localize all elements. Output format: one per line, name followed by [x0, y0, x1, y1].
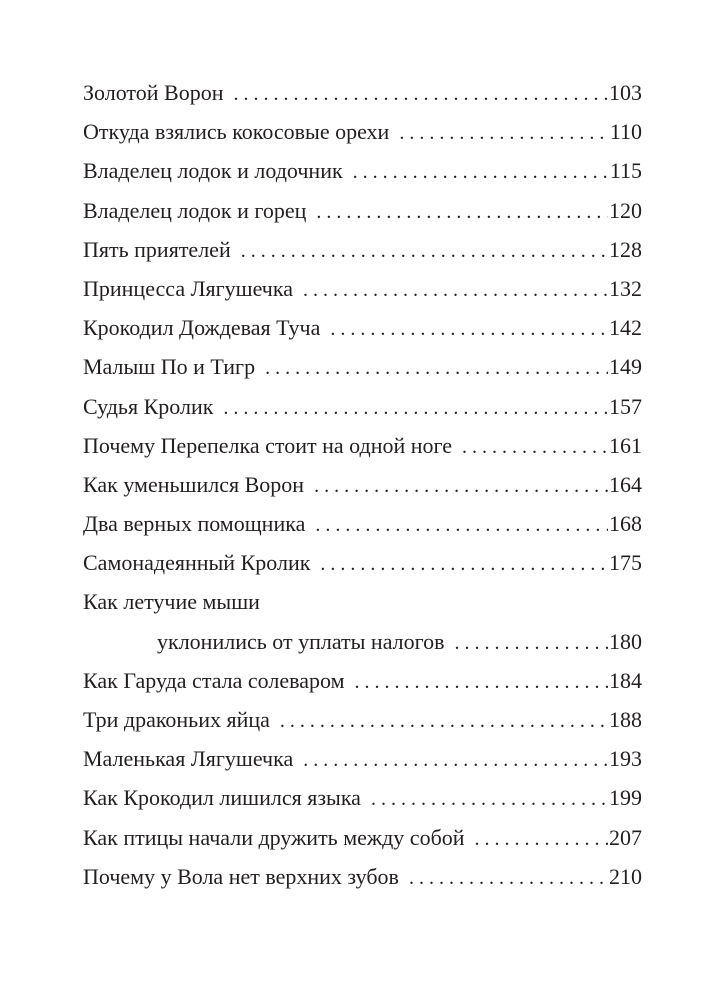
toc-entry-page: 210: [609, 863, 642, 889]
toc-entry-page: 199: [609, 785, 642, 811]
toc-entry-page: 142: [609, 315, 642, 341]
toc-entry-title: Крокодил Дождевая Туча: [83, 315, 321, 341]
toc-entry-title: Золотой Ворон: [83, 80, 224, 105]
toc-entry: [83, 661, 642, 700]
toc-entry-title: Два верных помощника: [83, 511, 306, 537]
toc-entry: [83, 308, 642, 347]
toc-entry-title-continued: уклонились от уплаты налогов: [157, 628, 445, 654]
toc-entry-page: 157: [609, 393, 642, 419]
toc-entry-title: Откуда взялись кокосовые орехи: [83, 119, 390, 145]
toc-leader-dots: [293, 271, 608, 310]
toc-leader-dots: [310, 545, 608, 584]
toc-entry-page: 103: [609, 80, 642, 105]
toc-entry-page: 193: [609, 746, 642, 772]
toc-entry: [83, 426, 642, 465]
toc-leader-dots: [293, 741, 608, 780]
toc-leader-dots: [304, 467, 608, 506]
toc-entry: [83, 191, 642, 230]
toc-leader-dots: [255, 349, 608, 388]
toc-entry-page: 184: [609, 667, 642, 693]
toc-entry: [83, 818, 642, 857]
toc-entry-page: 115: [609, 158, 642, 184]
toc-leader-dots: [306, 193, 608, 232]
toc-entry-page: 161: [609, 432, 642, 458]
toc-entry-title: Судья Кролик: [83, 393, 214, 419]
toc-entry-page: 128: [609, 236, 642, 262]
toc-leader-dots: [320, 310, 608, 349]
toc-entry-title: Малыш По и Тигр: [83, 354, 256, 380]
toc-entry-title: Владелец лодок и лодочник: [83, 158, 343, 184]
toc-entry-title: Как уменьшился Ворон: [83, 471, 305, 497]
toc-entry-page: 164: [609, 471, 642, 497]
toc-entry: [83, 778, 642, 817]
toc-entry: [83, 151, 642, 190]
toc-entry: [83, 622, 642, 661]
toc-entry: [83, 504, 642, 543]
toc-leader-dots: [343, 153, 608, 192]
toc-entry-page: 175: [609, 550, 642, 576]
toc-leader-dots: [223, 75, 608, 114]
toc-entry: [83, 347, 642, 386]
toc-entry-title: Как птицы начали дружить между собой: [83, 824, 465, 850]
toc-entry: [83, 857, 642, 896]
toc-entry: [83, 465, 642, 504]
toc-entry-title: Как Гаруда стала солеваром: [83, 667, 345, 693]
toc-entry: [83, 739, 642, 778]
toc-leader-dots: [231, 232, 608, 271]
toc-entry: [83, 230, 642, 269]
toc-entry-page: 188: [609, 707, 642, 732]
toc-entry-title: Владелец лодок и горец: [83, 197, 307, 223]
toc-leader-dots: [445, 624, 608, 663]
toc-entry-page: 120: [609, 197, 642, 223]
toc-entry-title: Принцесса Лягушечка: [83, 275, 293, 301]
toc-entry-title: Маленькая Лягушечка: [83, 746, 294, 772]
toc-entry-title: Три драконьих яйца: [83, 707, 270, 732]
toc-entry-title: Пять приятелей: [83, 236, 231, 262]
toc-entry-title: Как Крокодил лишился языка: [83, 785, 361, 811]
toc-entry-first-line: [83, 582, 642, 621]
toc-entry-page: 110: [609, 119, 642, 145]
toc-entry-page: 180: [609, 628, 642, 654]
toc-leader-dots: [270, 702, 608, 741]
toc-leader-dots: [361, 780, 608, 819]
toc-entry-page: 149: [609, 354, 642, 380]
toc-leader-dots: [452, 428, 608, 467]
toc-leader-dots: [465, 820, 608, 859]
toc-entry: [83, 700, 642, 739]
toc-entry: [83, 73, 642, 112]
toc-entry: [83, 269, 642, 308]
toc-entry: [83, 387, 642, 426]
toc-entry-title: Почему Перепелка стоит на одной ноге: [83, 432, 453, 458]
toc-entry-page: 207: [609, 824, 642, 850]
toc-leader-dots: [399, 859, 608, 898]
toc-leader-dots: [305, 506, 608, 545]
toc-entry: [83, 543, 642, 582]
toc-entry-title: Самонадеянный Кролик: [83, 550, 311, 576]
toc-leader-dots: [345, 663, 609, 702]
toc-leader-dots: [389, 114, 608, 153]
toc-leader-dots: [213, 389, 608, 428]
toc-entry-page: 168: [609, 511, 642, 537]
toc-entry-title: Почему у Вола нет верхних зубов: [83, 863, 399, 889]
toc-entry-page: 132: [609, 275, 642, 301]
toc-entry: [83, 112, 642, 151]
toc-entry-title: Как летучие мыши: [83, 589, 260, 615]
table-of-contents: [83, 73, 642, 896]
